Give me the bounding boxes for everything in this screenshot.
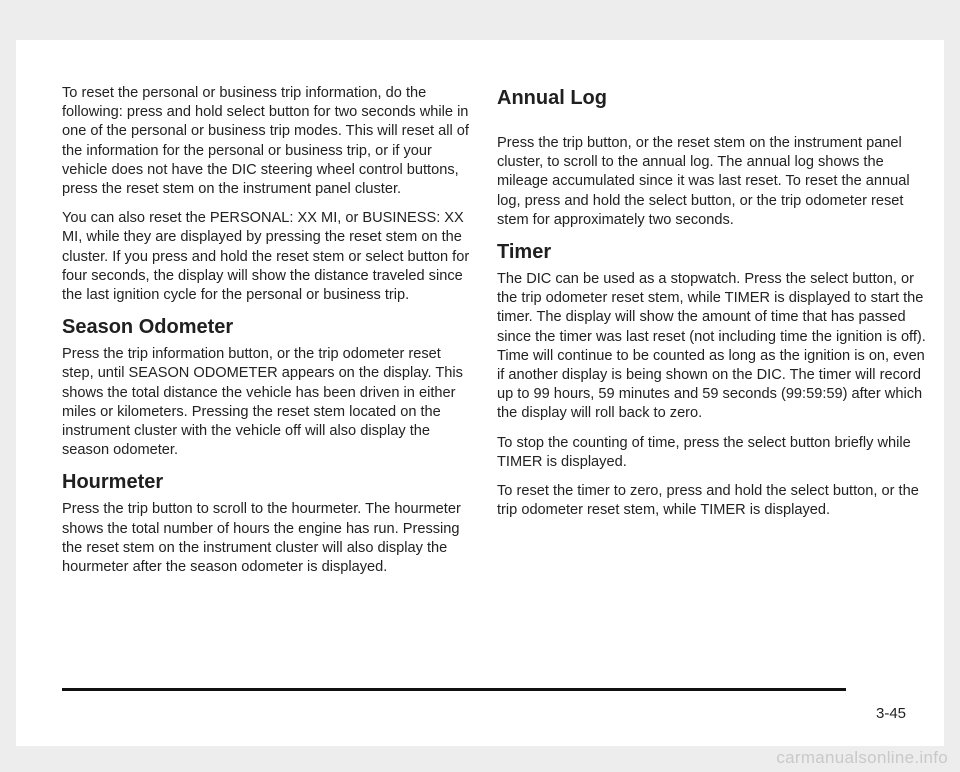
hourmeter-heading: Hourmeter bbox=[62, 471, 164, 494]
left-column bbox=[62, 84, 472, 587]
annual-log-heading: Annual Log bbox=[497, 87, 607, 109]
season-odometer-heading: Season Odometer bbox=[62, 316, 234, 339]
reset-personal-business-paragraph: You can also reset the PERSONAL: XX MI, or BUSINESS: XX MI, while they are displayed by pressing the reset stem on the cluster. If you press and hold the reset stem or select button for four seconds, the display will show the distance traveled since the last ignition cycle for the personal or business trip. bbox=[62, 210, 470, 304]
hourmeter-text: Press the trip button to scroll to the hourmeter. The hourmeter shows the total number of hours the engine has run. Pressing the reset stem on the instrument cluster will also display the hourmeter after the season odometer is displayed. bbox=[62, 501, 461, 576]
timer-text-2: To stop the counting of time, press the select button briefly while TIMER is displayed. bbox=[497, 434, 911, 470]
watermark-url: carmanualsonline.info bbox=[776, 748, 948, 767]
right-column bbox=[497, 87, 932, 530]
reset-trip-paragraph: To reset the personal or business trip information, do the following: press and hold select button for two seconds while in one of the personal or business trip modes. This will reset all of the information for the personal or business trip, or if your vehicle does not have the DIC steering wheel control buttons, press the reset stem on the instrument panel cluster. bbox=[62, 85, 469, 198]
timer-text-3: To reset the timer to zero, press and hold the select button, or the trip odometer reset stem, while TIMER is displayed. bbox=[497, 483, 919, 519]
page-number: 3-45 bbox=[876, 705, 907, 722]
season-odometer-text: Press the trip information button, or the trip odometer reset step, until SEASON ODOMETER appears on the display. This shows the total distance the vehicle has been driven in either miles or kilometers. Pressing the reset stem located on the instrument cluster with the vehicle off will also display the season odometer. bbox=[62, 346, 463, 459]
annual-log-text: Press the trip button, or the reset stem on the instrument panel cluster, to scroll to the annual log. The annual log shows the mileage accumulated since it was last reset. To reset the annual log, press and hold the select button, or the trip odometer reset stem for approximately two seconds. bbox=[497, 135, 910, 228]
timer-heading: Timer bbox=[497, 241, 552, 264]
timer-text-1: The DIC can be used as a stopwatch. Press the select button, or the trip odometer reset stem, while TIMER is displayed to start the timer. The display will show the amount of time that has passed since the timer was last reset (not including time the ignition is off). Time will continue to be counted as long as the ignition is on, even if another display is being shown on the DIC. The timer will record up to 99 hours, 59 minutes and 59 seconds (99:59:59) after which the display will roll back to zero. bbox=[497, 271, 926, 422]
footer-rule bbox=[62, 688, 846, 691]
